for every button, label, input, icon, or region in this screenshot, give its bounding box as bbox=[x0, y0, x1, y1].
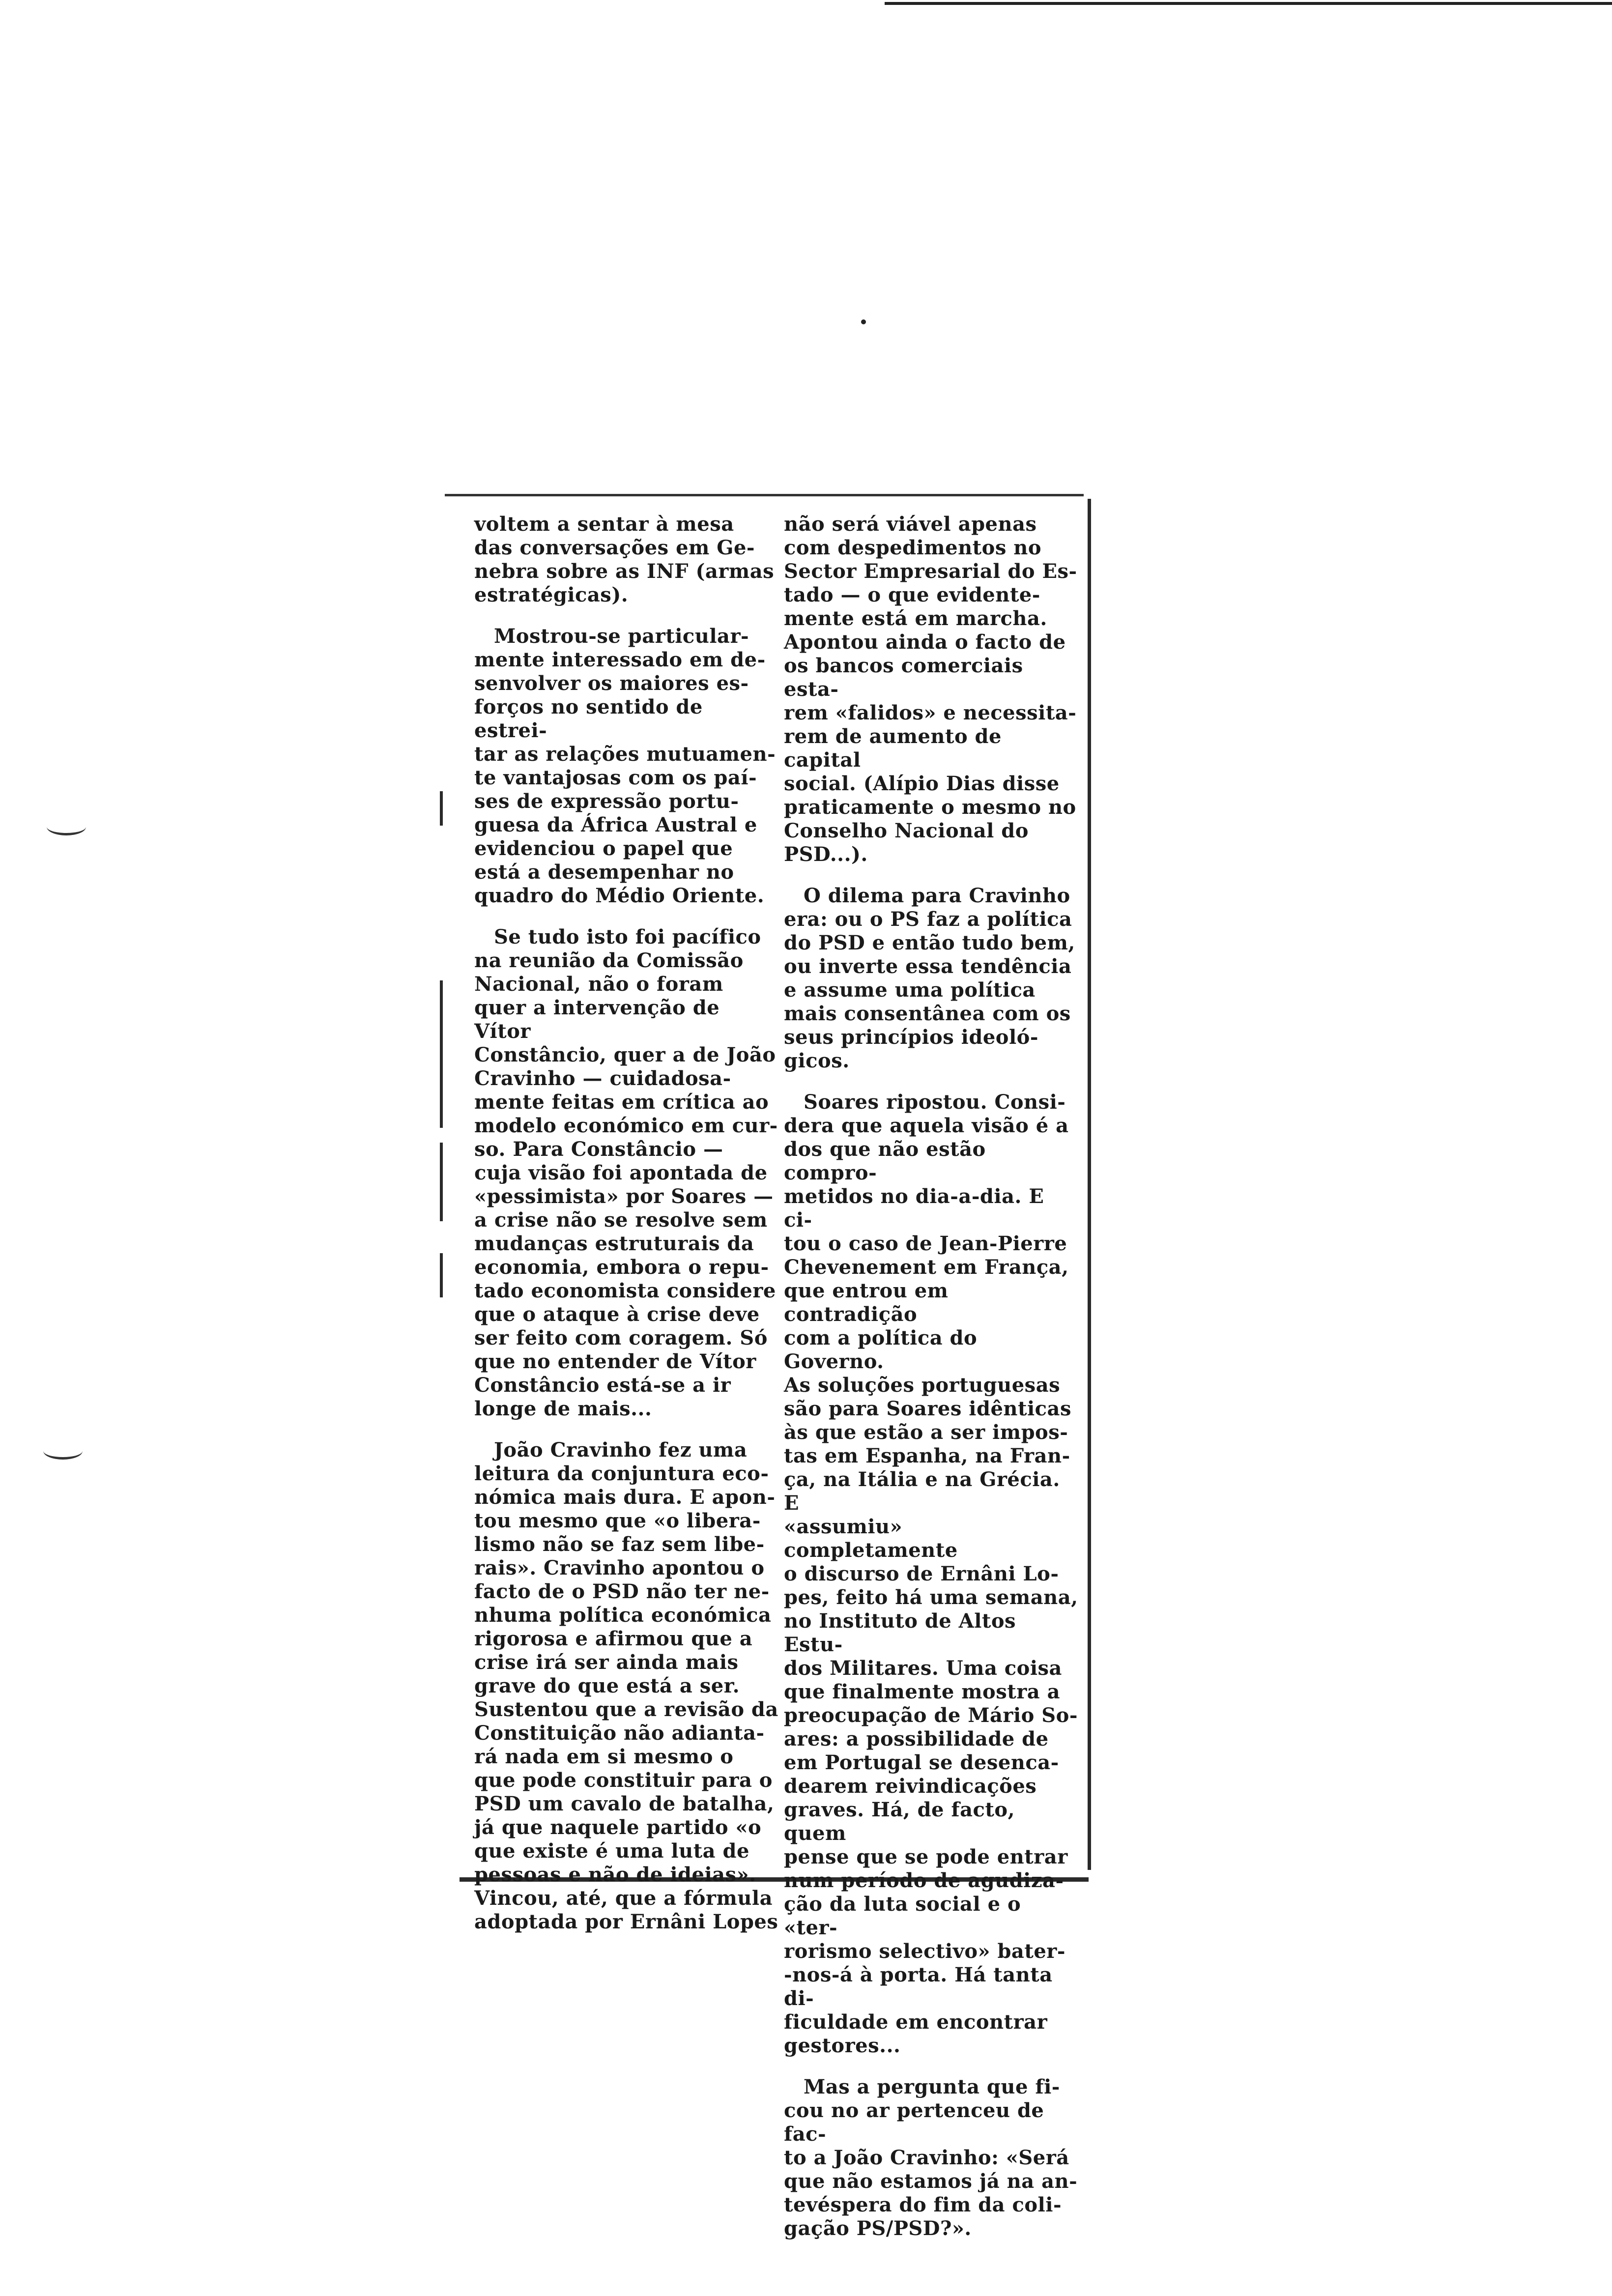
clipping-left-mark bbox=[440, 791, 443, 826]
article-column-right bbox=[784, 513, 1079, 2258]
clipping-right-border bbox=[1084, 499, 1091, 1870]
clipping-left-mark bbox=[440, 1143, 443, 1221]
clipping-left-mark bbox=[440, 1253, 443, 1297]
clipping-left-mark bbox=[440, 980, 443, 1128]
paragraph: João Cravinho fez uma leitura da conjuntura eco- nómica mais dura. E apon- tou mesmo que «o libera- lismo não se faz sem libe- rais». Cravinho apontou o facto de o PSD não ter ne- nhuma política económica rigorosa e afirmou que a crise irá ser ainda mais grave do que está a ser. Sustentou que a revisão da Constituição não adianta- rá nada em si mesmo o que pode constituir para o PSD um cavalo de batalha, já que naquele partido «o que existe é uma luta de pessoas e não de ideias». Vincou, até, que a fórmula adoptada por Ernâni Lopes bbox=[474, 1438, 778, 1933]
scan-edge-rule bbox=[885, 2, 1612, 5]
paragraph: Se tudo isto foi pacífico na reunião da Comissão Nacional, não o foram quer a intervenção de Vítor Constâncio, quer a de João Cravinho — cuidadosa- mente feitas em crítica ao modelo económico em cur- so. Para Constâncio — cuja visão foi apontada de «pessimista» por Soares — a crise não se resolve sem mudanças estruturais da economia, embora o repu- tado economista considere que o ataque à crise deve ser feito com coragem. Só que no entender de Vítor Constâncio está-se a ir longe de mais... bbox=[474, 925, 778, 1420]
paragraph: não será viável apenas com despedimentos no Sector Empresarial do Es- tado — o que evidente- mente está em marcha. Apontou ainda o facto de os bancos comerciais esta- rem «falidos» e necessita- rem de aumento de capital social. (Alípio Dias disse praticamente o mesmo no Conselho Nacional do PSD...). bbox=[784, 513, 1077, 866]
paragraph: O dilema para Cravinho era: ou o PS faz a política do PSD e então tudo bem, ou inverte essa tendência e assume uma política mais consentânea com os seus princípios ideoló- gicos. bbox=[784, 884, 1075, 1072]
scan-margin-mark bbox=[47, 818, 86, 835]
article-column-left bbox=[474, 513, 779, 1952]
newspaper-clipping bbox=[440, 494, 1096, 2240]
scan-margin-mark bbox=[43, 1442, 83, 1460]
paragraph: Mostrou-se particular- mente interessado em de- senvolver os maiores es- forços no sentido de estrei- tar as relações mutuamen- te vantajosas com os paí- ses de expressão portu- guesa da África Austral e evidenciou o papel que está a desempenhar no quadro do Médio Oriente. bbox=[474, 625, 776, 907]
clipping-top-rule bbox=[445, 494, 1084, 501]
paragraph: voltem a sentar à mesa das conversações em Ge- nebra sobre as INF (armas estratégicas). bbox=[474, 513, 775, 606]
paragraph: Soares ripostou. Consi- dera que aquela visão é a dos que não estão compro- metidos no dia-a-dia. E ci- tou o caso de Jean-Pierre Chevenement em França, que entrou em contradição com a política do Governo. As soluções portuguesas são para Soares idênticas às que estão a ser impos- tas em Espanha, na Fran- ça, na Itália e na Grécia. E «assumiu» completamente o discurso de Ernâni Lo- pes, feito há uma semana, no Instituto de Altos Estu- dos Militares. Uma coisa que finalmente mostra a preocupação de Mário So- ares: a possibilidade de em Portugal se desenca- dearem reivindicações graves. Há, de facto, quem pense que se pode entrar num período de agudiza- ção da luta social e o «ter- rorismo selectivo» bater- -nos-á à porta. Há tanta di- ficuldade em encontrar gestores... bbox=[784, 1091, 1078, 2057]
paragraph: Mas a pergunta que fi- cou no ar pertenceu de fac- to a João Cravinho: «Será que não estamos já na an- tevéspera do fim da coli- gação PS/PSD?». bbox=[784, 2075, 1078, 2240]
scan-speck bbox=[861, 319, 866, 324]
